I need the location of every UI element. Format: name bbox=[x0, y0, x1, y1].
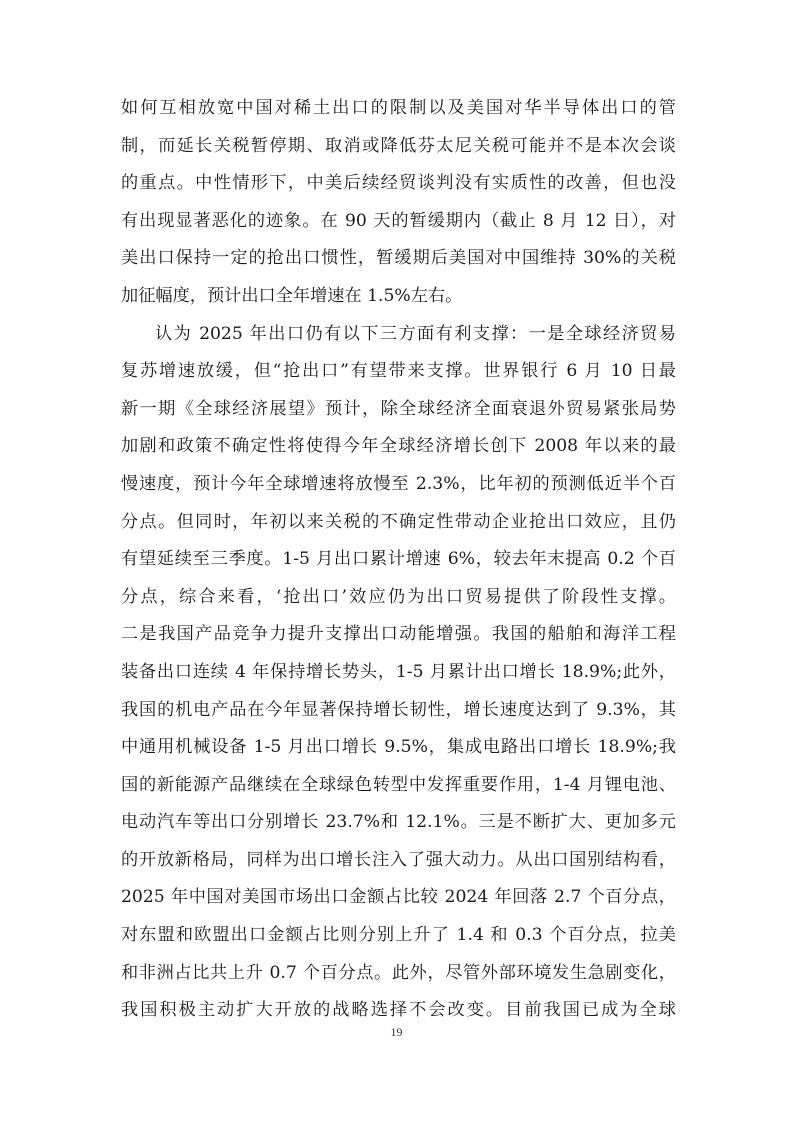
text-line: 复苏增速放缓，但“抢出口”有望带来支撑。世界银行 6 月 10 日最 bbox=[121, 361, 676, 382]
text-line: 我国的机电产品在今年显著保持增长韧性，增长速度达到了 9.3%，其 bbox=[121, 699, 676, 720]
text-line: 加剧和政策不确定性将使得今年全球经济增长创下 2008 年以来的最 bbox=[121, 436, 676, 457]
text-line: 新一期《全球经济展望》预计，除全球经济全面衰退外贸易紧张局势 bbox=[121, 398, 676, 419]
text-line: 加征幅度，预计出口全年增速在 1.5%左右。 bbox=[121, 285, 463, 306]
text-line: 的重点。中性情形下，中美后续经贸谈判没有实质性的改善，但也没 bbox=[121, 173, 676, 194]
text-line: 慢速度，预计今年全球增速将放慢至 2.3%，比年初的预测低近半个百 bbox=[121, 473, 676, 494]
text-line: 装备出口连续 4 年保持增长势头，1-5 月累计出口增长 18.9%;此外， bbox=[121, 661, 676, 682]
paragraph bbox=[121, 316, 676, 1030]
text-line: 2025 年中国对美国市场出口金额占比较 2024 年回落 2.7 个百分点， bbox=[121, 887, 676, 908]
text-line: 中通用机械设备 1-5 月出口增长 9.5%，集成电路出口增长 18.9%;我 bbox=[121, 737, 676, 758]
text-line: 对东盟和欧盟出口金额占比则分别上升了 1.4 和 0.3 个百分点，拉美 bbox=[121, 925, 676, 946]
text-line: 如何互相放宽中国对稀土出口的限制以及美国对华半导体出口的管 bbox=[121, 98, 676, 118]
text-line: 二是我国产品竞争力提升支撑出口动能增强。我国的船舶和海洋工程 bbox=[121, 624, 676, 645]
text-line: 国的新能源产品继续在全球绿色转型中发挥重要作用，1-4 月锂电池、 bbox=[121, 774, 676, 795]
text-line: 分点。但同时，年初以来关税的不确定性带动企业抢出口效应，且仍 bbox=[121, 511, 676, 532]
body-text bbox=[121, 90, 676, 1030]
text-line: 美出口保持一定的抢出口惯性，暂缓期后美国对中国维持 30%的关税 bbox=[121, 248, 676, 269]
text-line: 有出现显著恶化的迹象。在 90 天的暂缓期内（截止 8 月 12 日），对 bbox=[121, 210, 676, 231]
text-line: 电动汽车等出口分别增长 23.7%和 12.1%。三是不断扩大、更加多元 bbox=[121, 812, 676, 833]
text-line: 的开放新格局，同样为出口增长注入了强大动力。从出口国别结构看， bbox=[121, 849, 676, 870]
text-line: 我国积极主动扩大开放的战略选择不会改变。目前我国已成为全球 bbox=[121, 1000, 676, 1021]
paragraph bbox=[121, 90, 676, 316]
text-line: 和非洲占比共上升 0.7 个百分点。此外，尽管外部环境发生急剧变化， bbox=[121, 962, 676, 983]
text-line: 制，而延长关税暂停期、取消或降低芬太尼关税可能并不是本次会谈 bbox=[121, 135, 676, 156]
text-line: 有望延续至三季度。1-5 月出口累计增速 6%，较去年末提高 0.2 个百 bbox=[121, 549, 676, 570]
text-line: 认为 2025 年出口仍有以下三方面有利支撑：一是全球经济贸易 bbox=[155, 323, 676, 344]
text-line: 分点，综合来看，‘抢出口’效应仍为出口贸易提供了阶段性支撑。 bbox=[121, 586, 676, 607]
page-number: 19 bbox=[390, 1025, 403, 1039]
